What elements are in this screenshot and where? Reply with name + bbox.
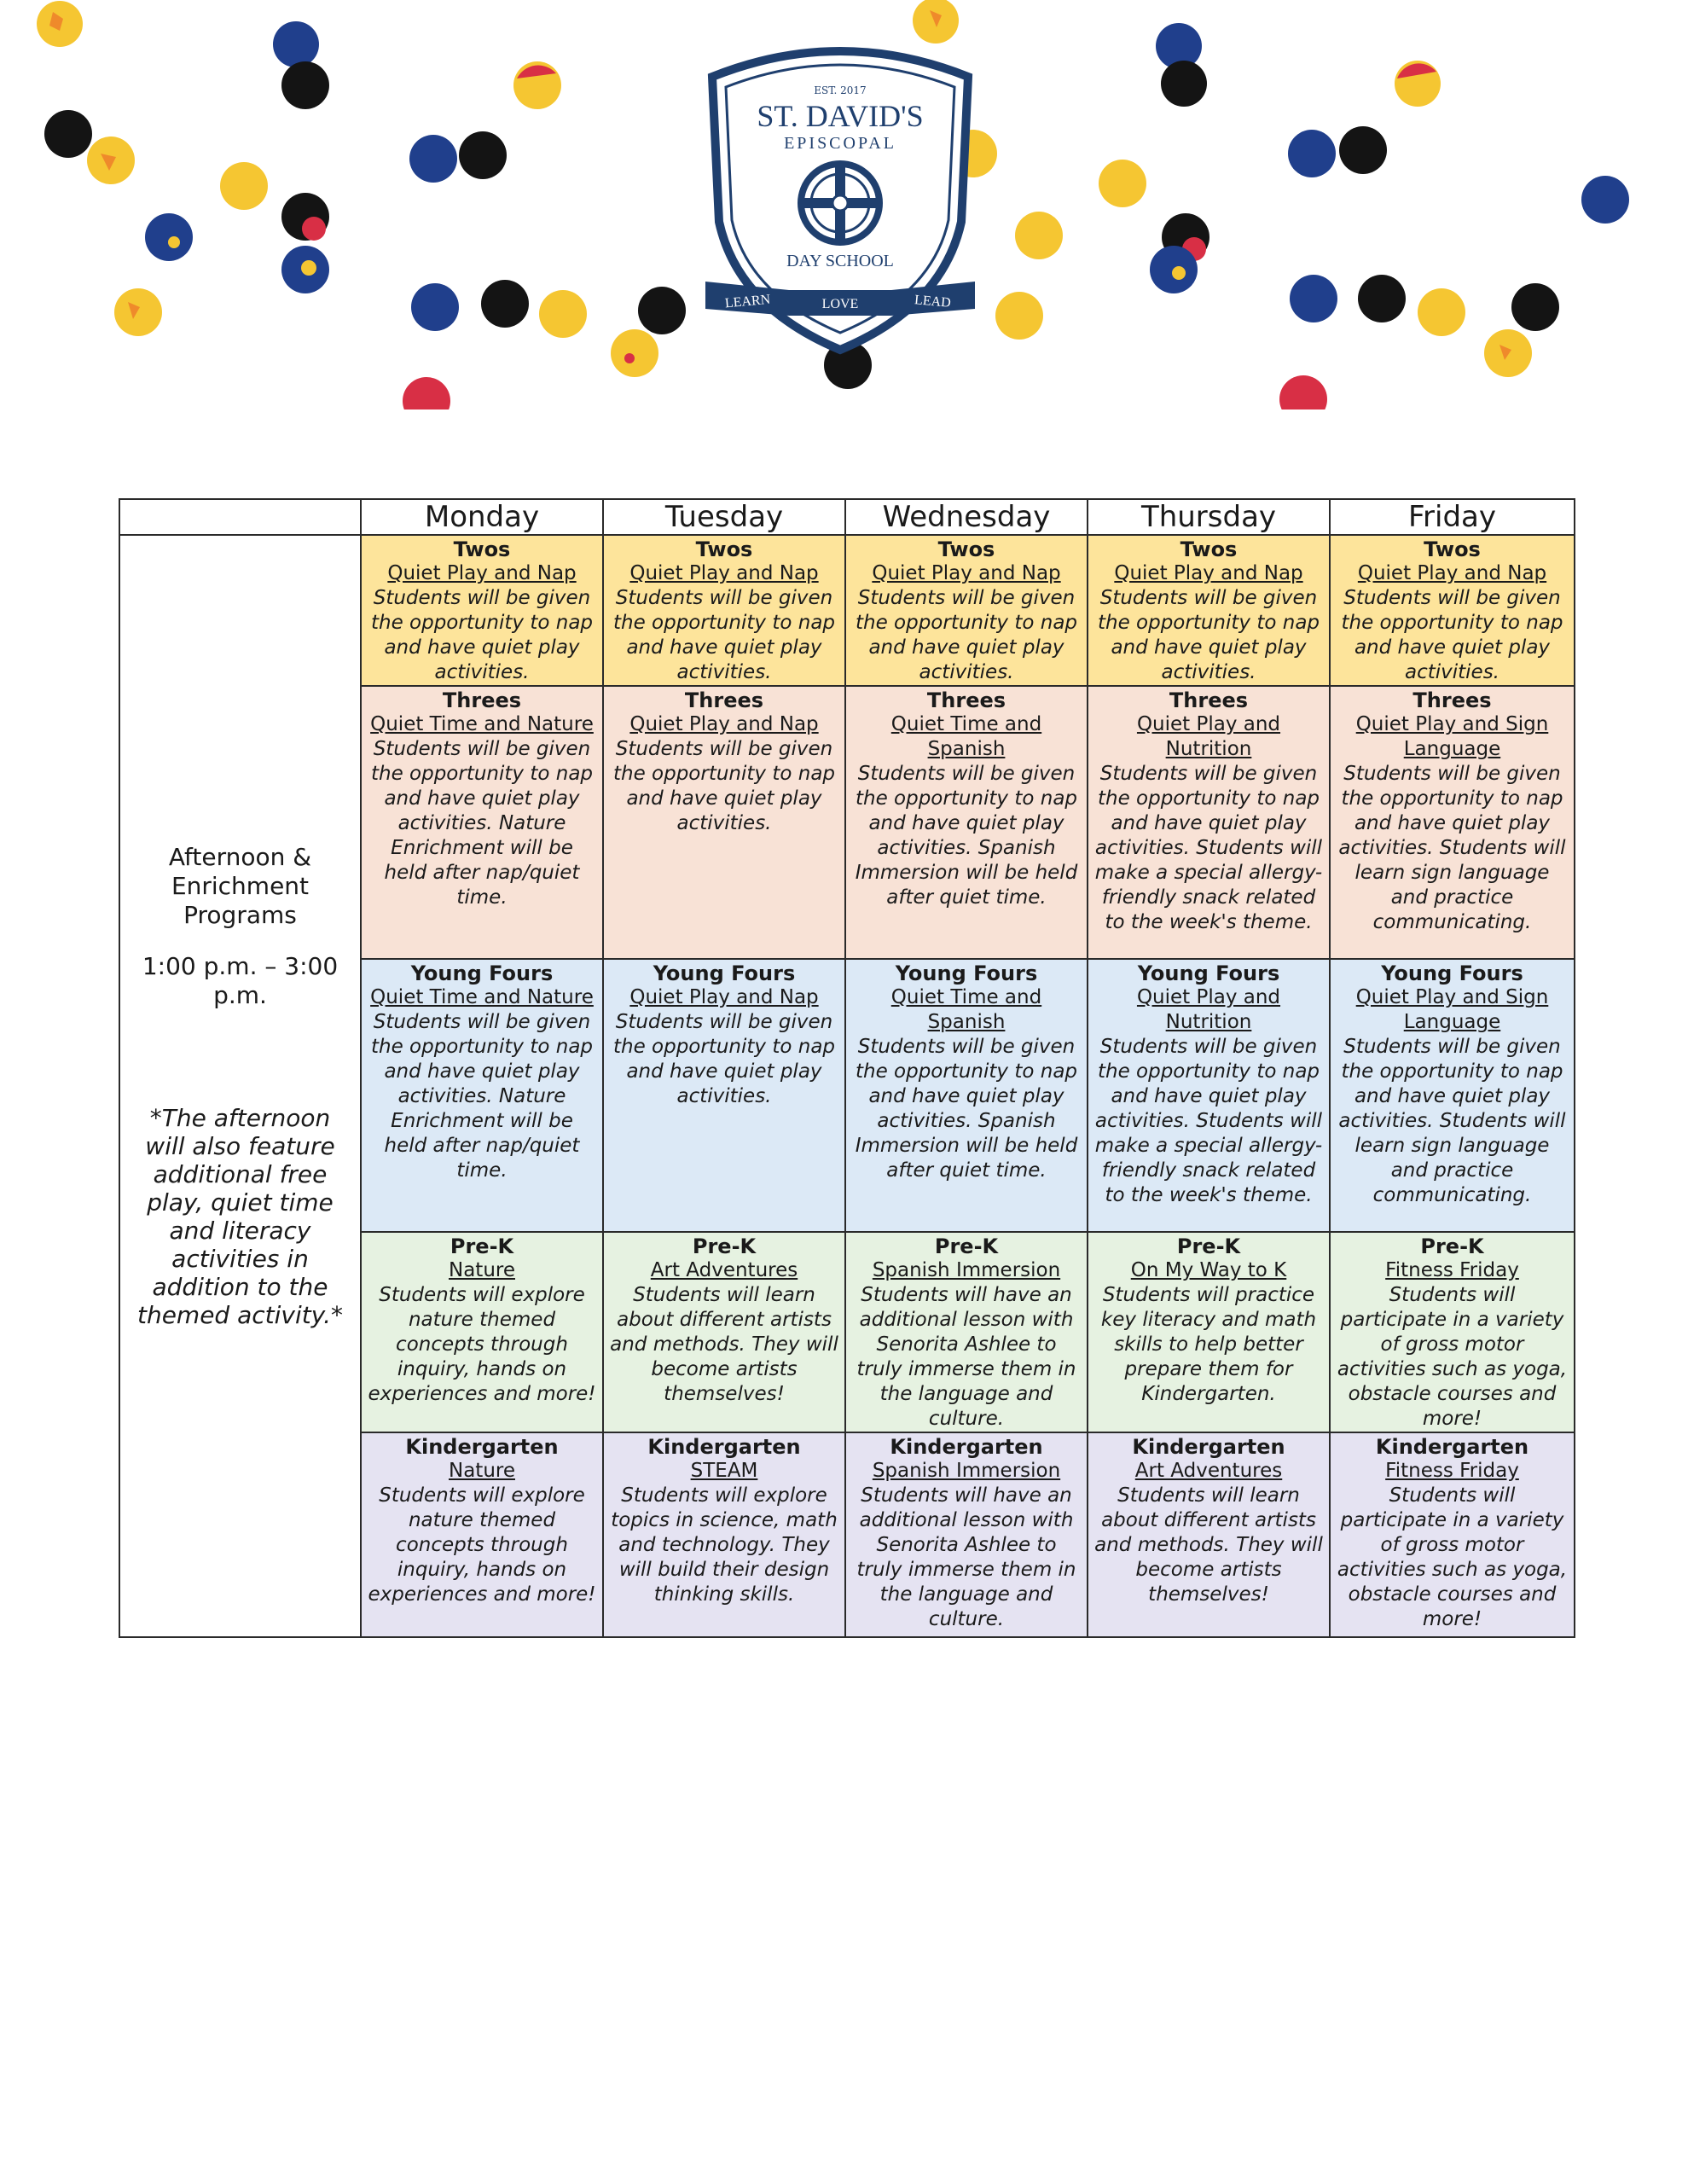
- activity-description: Students will be given the opportunity to nap and have quiet play activities. Spanish Immersion will be held after quiet time.: [855, 1036, 1078, 1182]
- activity-description: Students will be given the opportunity to nap and have quiet play activities.: [1097, 587, 1320, 683]
- crest-school: DAY SCHOOL: [786, 252, 894, 270]
- activity-title: Quiet Play and Nap: [872, 562, 1061, 584]
- day-header-row: [119, 499, 1575, 535]
- grade-label: Kindergarten: [647, 1435, 801, 1459]
- activity-title: On My Way to K: [1130, 1259, 1287, 1281]
- activity-title: Spanish Immersion: [872, 1259, 1061, 1281]
- activity-cell: [845, 1232, 1088, 1432]
- activity-title: Quiet Time and Spanish: [890, 713, 1042, 760]
- activity-cell: [361, 686, 603, 959]
- activity-description: Students will explore topics in science, math and technology. They will build their design thinking skills.: [611, 1484, 838, 1606]
- activity-description: Students will be given the opportunity to nap and have quiet play activities. Nature Enrichment will be held after nap/quiet time.: [370, 738, 594, 909]
- day-header-thursday: Thursday: [1088, 499, 1330, 535]
- program-title: Afternoon & Enrichment Programs: [168, 843, 312, 929]
- activity-title: Quiet Play and Nap: [1357, 562, 1547, 584]
- activity-cell: [1088, 959, 1330, 1232]
- program-time: 1:00 p.m. – 3:00 p.m.: [142, 952, 339, 1009]
- crest-name: ST. DAVID'S: [757, 99, 924, 133]
- grade-label: Pre-K: [934, 1234, 999, 1258]
- grade-label: Pre-K: [1420, 1234, 1484, 1258]
- activity-description: Students will be given the opportunity to nap and have quiet play activities. Students will make a special allergy-friendly snack related to the week's theme.: [1094, 763, 1323, 933]
- activity-title: Fitness Friday: [1385, 1460, 1519, 1482]
- activity-cell: [1330, 959, 1575, 1232]
- crest-subname: EPISCOPAL: [784, 134, 896, 153]
- activity-title: Quiet Play and Nap: [629, 713, 819, 735]
- grade-label: Threes: [442, 688, 522, 712]
- day-header-friday: Friday: [1330, 499, 1575, 535]
- activity-cell: [603, 1232, 845, 1432]
- activity-cell: [361, 1232, 603, 1432]
- grade-label: Young Fours: [895, 961, 1038, 985]
- activity-cell: [1330, 1432, 1575, 1637]
- activity-title: Art Adventures: [1134, 1460, 1283, 1482]
- motto-lead: LEAD: [914, 293, 952, 311]
- activity-cell: [1330, 686, 1575, 959]
- grade-label: Twos: [937, 537, 995, 561]
- activity-title: Quiet Play and Sign Language: [1355, 713, 1549, 760]
- grade-label: Pre-K: [692, 1234, 757, 1258]
- activity-title: Quiet Play and Nutrition: [1136, 713, 1281, 760]
- crest-established: EST. 2017: [814, 84, 867, 96]
- cross-emblem-icon: [801, 164, 879, 242]
- grade-label: Threes: [1169, 688, 1249, 712]
- activity-cell: [1330, 1232, 1575, 1432]
- day-header-monday: Monday: [361, 499, 603, 535]
- program-label-cell: [119, 535, 361, 1637]
- activity-description: Students will have an additional lesson with Senorita Ashlee to truly immerse them in the language and culture.: [856, 1484, 1076, 1630]
- grade-label: Threes: [926, 688, 1006, 712]
- activity-cell: [603, 1432, 845, 1637]
- program-note: *The afternoon will also feature additional free play, quiet time and literacy activities in addition to the themed activity.*: [136, 1104, 344, 1329]
- activity-description: Students will participate in a variety of gross motor activities such as yoga, obstacle courses and more!: [1337, 1484, 1568, 1630]
- activity-description: Students will participate in a variety of gross motor activities such as yoga, obstacle courses and more!: [1337, 1284, 1568, 1430]
- activity-description: Students will be given the opportunity to nap and have quiet play activities. Students will make a special allergy-friendly snack related to the week's theme.: [1094, 1036, 1323, 1206]
- activity-description: Students will have an additional lesson with Senorita Ashlee to truly immerse them in the language and culture.: [856, 1284, 1076, 1430]
- activity-title: Quiet Time and Nature: [370, 713, 594, 735]
- header-banner: [0, 0, 1688, 410]
- activity-title: Quiet Time and Spanish: [890, 986, 1042, 1033]
- activity-title: Nature: [449, 1259, 515, 1281]
- activity-description: Students will be given the opportunity to nap and have quiet play activities.: [612, 587, 836, 683]
- activity-title: Quiet Play and Nutrition: [1136, 986, 1281, 1033]
- activity-title: Quiet Play and Sign Language: [1355, 986, 1549, 1033]
- grade-label: Twos: [695, 537, 753, 561]
- activity-description: Students will be given the opportunity to nap and have quiet play activities.: [1341, 587, 1563, 683]
- activity-description: Students will be given the opportunity to nap and have quiet play activities. Students will learn sign language and practice communicating.: [1338, 763, 1566, 933]
- activity-description: Students will be given the opportunity to nap and have quiet play activities.: [612, 738, 836, 834]
- activity-cell: [1088, 1232, 1330, 1432]
- motto-learn: LEARN: [724, 292, 771, 311]
- activity-description: Students will be given the opportunity to nap and have quiet play activities.: [370, 587, 594, 683]
- activity-cell: [845, 686, 1088, 959]
- activity-title: Quiet Play and Nap: [629, 986, 819, 1008]
- activity-cell: [361, 1432, 603, 1637]
- grade-label: Threes: [684, 688, 764, 712]
- enrichment-schedule-table: [119, 498, 1575, 1638]
- grade-label: Young Fours: [1137, 961, 1280, 985]
- activity-cell: [603, 535, 845, 686]
- table-row-twos: [119, 535, 1575, 686]
- activity-cell: [845, 959, 1088, 1232]
- grade-label: Kindergarten: [405, 1435, 559, 1459]
- grade-label: Young Fours: [410, 961, 554, 985]
- activity-cell: [1088, 686, 1330, 959]
- activity-description: Students will explore nature themed concepts through inquiry, hands on experiences and more!: [368, 1284, 596, 1405]
- grade-label: Young Fours: [1381, 961, 1523, 985]
- activity-cell: [1088, 1432, 1330, 1637]
- grade-label: Pre-K: [1176, 1234, 1241, 1258]
- day-header-wednesday: Wednesday: [845, 499, 1088, 535]
- activity-description: Students will learn about different artists and methods. They will become artists themselves!: [610, 1284, 838, 1405]
- corner-cell: [119, 499, 361, 535]
- activity-cell: [603, 959, 845, 1232]
- school-crest-logo: [695, 34, 985, 358]
- grade-label: Twos: [453, 537, 511, 561]
- grade-label: Threes: [1412, 688, 1492, 712]
- activity-description: Students will practice key literacy and math skills to help better prepare them for Kindergarten.: [1100, 1284, 1317, 1405]
- activity-title: Quiet Play and Nap: [387, 562, 577, 584]
- activity-cell: [1088, 535, 1330, 686]
- activity-title: Quiet Time and Nature: [370, 986, 594, 1008]
- grade-label: Kindergarten: [890, 1435, 1043, 1459]
- activity-title: Spanish Immersion: [872, 1460, 1061, 1482]
- activity-cell: [845, 535, 1088, 686]
- activity-title: Nature: [449, 1460, 515, 1482]
- grade-label: Pre-K: [450, 1234, 514, 1258]
- activity-title: Fitness Friday: [1385, 1259, 1519, 1281]
- grade-label: Twos: [1180, 537, 1238, 561]
- activity-description: Students will explore nature themed concepts through inquiry, hands on experiences and more!: [368, 1484, 596, 1606]
- grade-label: Young Fours: [653, 961, 796, 985]
- grade-label: Kindergarten: [1132, 1435, 1285, 1459]
- activity-description: Students will be given the opportunity to nap and have quiet play activities. Spanish Immersion will be held after quiet time.: [855, 763, 1078, 909]
- activity-description: Students will be given the opportunity to nap and have quiet play activities.: [612, 1011, 836, 1107]
- activity-description: Students will be given the opportunity to nap and have quiet play activities.: [855, 587, 1078, 683]
- activity-description: Students will learn about different artists and methods. They will become artists themselves!: [1094, 1484, 1323, 1606]
- activity-cell: [845, 1432, 1088, 1637]
- motto-love: LOVE: [821, 297, 859, 311]
- activity-description: Students will be given the opportunity to nap and have quiet play activities. Nature Enrichment will be held after nap/quiet time.: [370, 1011, 594, 1182]
- activity-cell: [1330, 535, 1575, 686]
- activity-description: Students will be given the opportunity to nap and have quiet play activities. Students will learn sign language and practice communicating.: [1338, 1036, 1566, 1206]
- activity-title: Quiet Play and Nap: [629, 562, 819, 584]
- grade-label: Kindergarten: [1375, 1435, 1529, 1459]
- activity-cell: [361, 959, 603, 1232]
- activity-title: Quiet Play and Nap: [1114, 562, 1303, 584]
- activity-cell: [361, 535, 603, 686]
- grade-label: Twos: [1424, 537, 1481, 561]
- day-header-tuesday: Tuesday: [603, 499, 845, 535]
- activity-title: STEAM: [690, 1460, 758, 1482]
- activity-cell: [603, 686, 845, 959]
- activity-title: Art Adventures: [650, 1259, 798, 1281]
